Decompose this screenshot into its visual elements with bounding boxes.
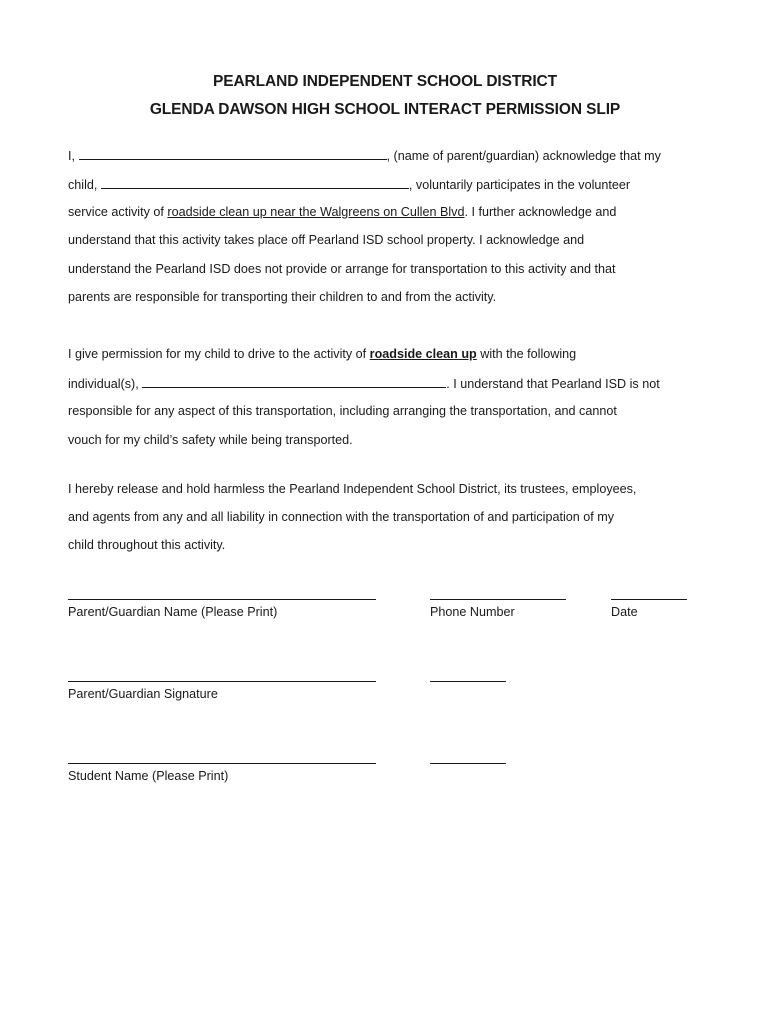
p1-line5: understand the Pearland ISD does not provide or arrange for transportation to this activity and that bbox=[68, 262, 616, 276]
p1-l3-start: service activity of bbox=[68, 205, 168, 219]
parent-signature-line[interactable] bbox=[68, 681, 376, 682]
p1-line3 bbox=[68, 204, 616, 220]
p1-l2-start: child, bbox=[68, 178, 101, 192]
p1-l2-end: , voluntarily participates in the volunteer bbox=[408, 178, 631, 192]
form-title: GLENDA DAWSON HIGH SCHOOL INTERACT PERMISSION SLIP bbox=[149, 101, 621, 118]
p1-l3-end: . I further acknowledge and bbox=[464, 205, 617, 219]
p2-line2 bbox=[68, 375, 660, 392]
parent-signature-label: Parent/Guardian Signature bbox=[68, 687, 218, 701]
p1-l1-start: I, bbox=[68, 149, 79, 163]
p1-line2 bbox=[68, 176, 630, 193]
p1-line4: understand that this activity takes place off Pearland ISD school property. I acknowledge and bbox=[68, 233, 585, 247]
p2-l1-end: with the following bbox=[476, 347, 577, 361]
parent-name-label: Parent/Guardian Name (Please Print) bbox=[68, 605, 278, 619]
student-name-line[interactable] bbox=[68, 763, 376, 764]
p2-line4: vouch for my child’s safety while being transported. bbox=[68, 433, 353, 447]
p1-line1 bbox=[68, 147, 661, 164]
child-name-blank[interactable] bbox=[101, 176, 409, 189]
parent-name-line[interactable] bbox=[68, 599, 376, 600]
p2-line1 bbox=[68, 346, 576, 362]
signature-date-line[interactable] bbox=[430, 681, 506, 682]
driver-name-blank[interactable] bbox=[142, 375, 446, 388]
activity-name: roadside clean up bbox=[369, 347, 477, 361]
student-name-label: Student Name (Please Print) bbox=[68, 769, 229, 783]
phone-number-label: Phone Number bbox=[430, 605, 515, 619]
date-line[interactable] bbox=[611, 599, 687, 600]
p3-line1: I hereby release and hold harmless the Pearland Independent School District, its trustees, employees, bbox=[68, 482, 637, 496]
activity-description: roadside clean up near the Walgreens on Cullen Blvd bbox=[167, 205, 465, 219]
district-title: PEARLAND INDEPENDENT SCHOOL DISTRICT bbox=[212, 73, 558, 90]
p2-l2-start: individual(s), bbox=[68, 377, 143, 391]
p3-line3: child throughout this activity. bbox=[68, 538, 226, 552]
p3-line2: and agents from any and all liability in connection with the transportation of and participation of my bbox=[68, 510, 615, 524]
parent-name-blank[interactable] bbox=[79, 147, 387, 160]
student-date-line[interactable] bbox=[430, 763, 506, 764]
p2-l2-end: . I understand that Pearland ISD is not bbox=[446, 377, 660, 391]
p1-line6: parents are responsible for transporting their children to and from the activity. bbox=[68, 290, 497, 304]
date-label: Date bbox=[611, 605, 638, 619]
phone-number-line[interactable] bbox=[430, 599, 566, 600]
p1-l1-end: , (name of parent/guardian) acknowledge that my bbox=[386, 149, 661, 163]
p2-line3: responsible for any aspect of this transportation, including arranging the transportation, and cannot bbox=[68, 404, 617, 418]
p2-l1-start: I give permission for my child to drive to the activity of bbox=[68, 347, 370, 361]
